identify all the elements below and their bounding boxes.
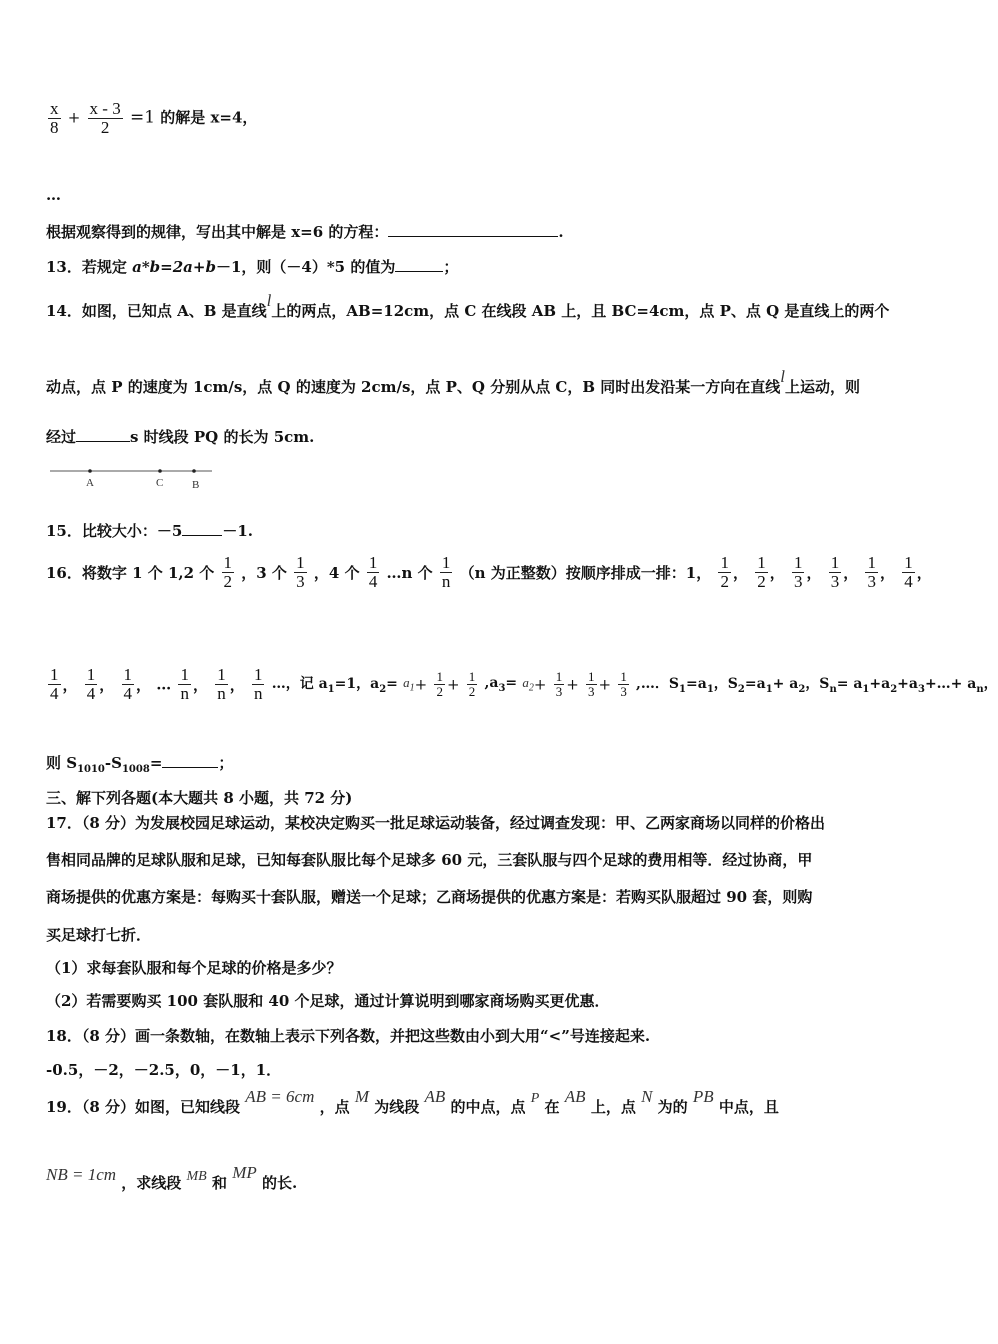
fraction: $\frac{1}{3}$ (620, 669, 627, 699)
question-17-sub-1: （1）求每套队服和每个足球的价格是多少？ (46, 959, 342, 977)
fraction: $\frac{1}{n}$ (217, 665, 226, 703)
question-16-line-2: $\frac{1}{4}$ ， $\frac{1}{4}$ ， $\frac{1}{4}$ ， … $\frac{1}{n}$ ， $\frac{1}{n}$ ， $\frac{1}{n}$ …，记 $a_1=1$，$a_2= a_1+$ $\frac{1}{2}$ + $\frac{1}{2}$ $,a_3= a_2+$ $\frac{1}{3}$ + $\frac{1}{3}$ + $\frac{1}{3}$ ,…．$S_1=a_1$，$S_2=a_1+ a_2$，$S_n=$ $a_1+a_2+a_3+\dots+ a_n$， (50, 665, 998, 703)
fraction: $\frac{1}{4}$ (368, 553, 378, 591)
fraction: $\frac{1}{3}$ (555, 669, 563, 699)
fraction: $\frac{x - 3}{2}$ (89, 99, 121, 137)
question-19-line-1: 19．（8 分）如图，已知线段 AB = 6cm ，点 M 为线段 AB 的中点，点 P 在 AB 上，点 N 为的 PB 中点，且 (46, 1087, 779, 1116)
answer-blank[interactable] (162, 767, 218, 768)
fraction: $\frac{1}{n}$ (253, 665, 263, 703)
answer-blank[interactable] (388, 236, 558, 237)
fraction: $\frac{1}{3}$ (296, 553, 305, 591)
label-c: C (156, 477, 164, 489)
question-18-line-1: 18．（8 分）画一条数轴，在数轴上表示下列各数，并把这些数由小到大用“<”号连接起来. (46, 1027, 651, 1045)
question-17-line-2: 售相同品牌的足球队服和足球，已知每套队服比每个足球多 60 元，三套队服与四个足球的费用相等．经过协商，甲 (46, 851, 813, 869)
fraction: $\frac{1}{2}$ (436, 669, 443, 699)
question-14-line-1: 14．如图，已知点 A、B 是直线l上的两点，AB=12cm，点 C 在线段 AB 上，且 BC=4cm，点 P、点 Q 是直线上的两个 (46, 291, 890, 320)
fraction: $\frac{1}{3}$ (793, 553, 803, 591)
fraction: $\frac{1}{2}$ (468, 669, 476, 699)
fraction: $\frac{x}{8}$ (50, 99, 59, 137)
fraction: $\frac{1}{3}$ (867, 553, 876, 591)
point-b (192, 469, 196, 473)
fraction: $\frac{1}{4}$ (123, 665, 132, 703)
point-c (158, 469, 162, 473)
fraction: $\frac{1}{2}$ (223, 553, 233, 591)
fraction: $\frac{1}{2}$ (720, 553, 729, 591)
ellipsis: … (46, 186, 61, 204)
question-17-sub-2: （2）若需要购买 100 套队服和 40 个足球，通过计算说明到哪家商场购买更优惠． (46, 992, 610, 1010)
fraction: $\frac{1}{3}$ (588, 669, 595, 699)
fraction: $\frac{1}{n}$ (441, 553, 451, 591)
line-segment-figure (46, 462, 218, 492)
answer-blank[interactable] (395, 271, 443, 272)
fraction: $\frac{1}{2}$ (757, 553, 766, 591)
question-17-line-3: 商场提供的优惠方案是：每购买十套队服，赠送一个足球；乙商场提供的优惠方案是：若购买队服超过 90 套，则购 (46, 888, 813, 906)
question-16-line-3: 则 $S_{1010}-S_{1008}=$ ； (46, 754, 234, 775)
rule-line: 根据观察得到的规律，写出其中解是 x=6 的方程： . (46, 223, 564, 241)
section-heading: 三、解下列各题(本大题共 8 小题，共 72 分) (46, 789, 353, 807)
fraction: $\frac{1}{3}$ (830, 553, 840, 591)
question-13: 13．若规定 a*b=2a+b－1，则（－4）*5 的值为 ； (46, 258, 459, 276)
question-17-line-1: 17．（8 分）为发展校园足球运动，某校决定购买一批足球运动装备，经过调查发现：甲、乙两家商场以同样的价格出 (46, 814, 826, 832)
question-17-line-4: 买足球打七折． (46, 926, 152, 944)
answer-blank[interactable] (182, 535, 222, 536)
question-16-line-1: 16．将数字 1 个 1,2 个 $\frac{1}{2}$ ，3 个 $\frac{1}{3}$ ，4 个 $\frac{1}{4}$ …n 个 $\frac{1}{n}$ （n 为正整数）按顺序排成一排：1， $\frac{1}{2}$ ， $\frac{1}{2}$ ， $\frac{1}{3}$ ， $\frac{1}{3}$ ， $\frac{1}{3}$ ， $\frac{1}{4}$ ， (46, 553, 932, 591)
answer-blank[interactable] (76, 441, 130, 442)
fraction: $\frac{1}{4}$ (86, 665, 96, 703)
label-b: B (192, 479, 200, 491)
example-equation: $\frac{x}{8}$ + $\frac{x - 3}{2}$ =1 的解是 x=4， (50, 99, 258, 137)
fraction: $\frac{1}{n}$ (180, 665, 189, 703)
question-19-line-2: NB = 1cm ，求线段 MB 和 MP 的长. (46, 1163, 298, 1192)
point-a (88, 469, 92, 473)
label-a: A (86, 477, 94, 489)
question-14-line-2: 动点，点 P 的速度为 1cm/s，点 Q 的速度为 2cm/s，点 P、Q 分别从点 C，B 同时出发沿某一方向在直线l上运动，则 (46, 367, 861, 396)
question-14-line-3: 经过 s 时线段 PQ 的长为 5cm. (46, 428, 315, 446)
question-15: 15．比较大小：－5 －1. (46, 522, 253, 540)
fraction: $\frac{1}{4}$ (904, 553, 913, 591)
question-18-line-2: -0.5，－2，－2.5，0，－1，1． (46, 1061, 282, 1079)
fraction: $\frac{1}{4}$ (50, 665, 59, 703)
